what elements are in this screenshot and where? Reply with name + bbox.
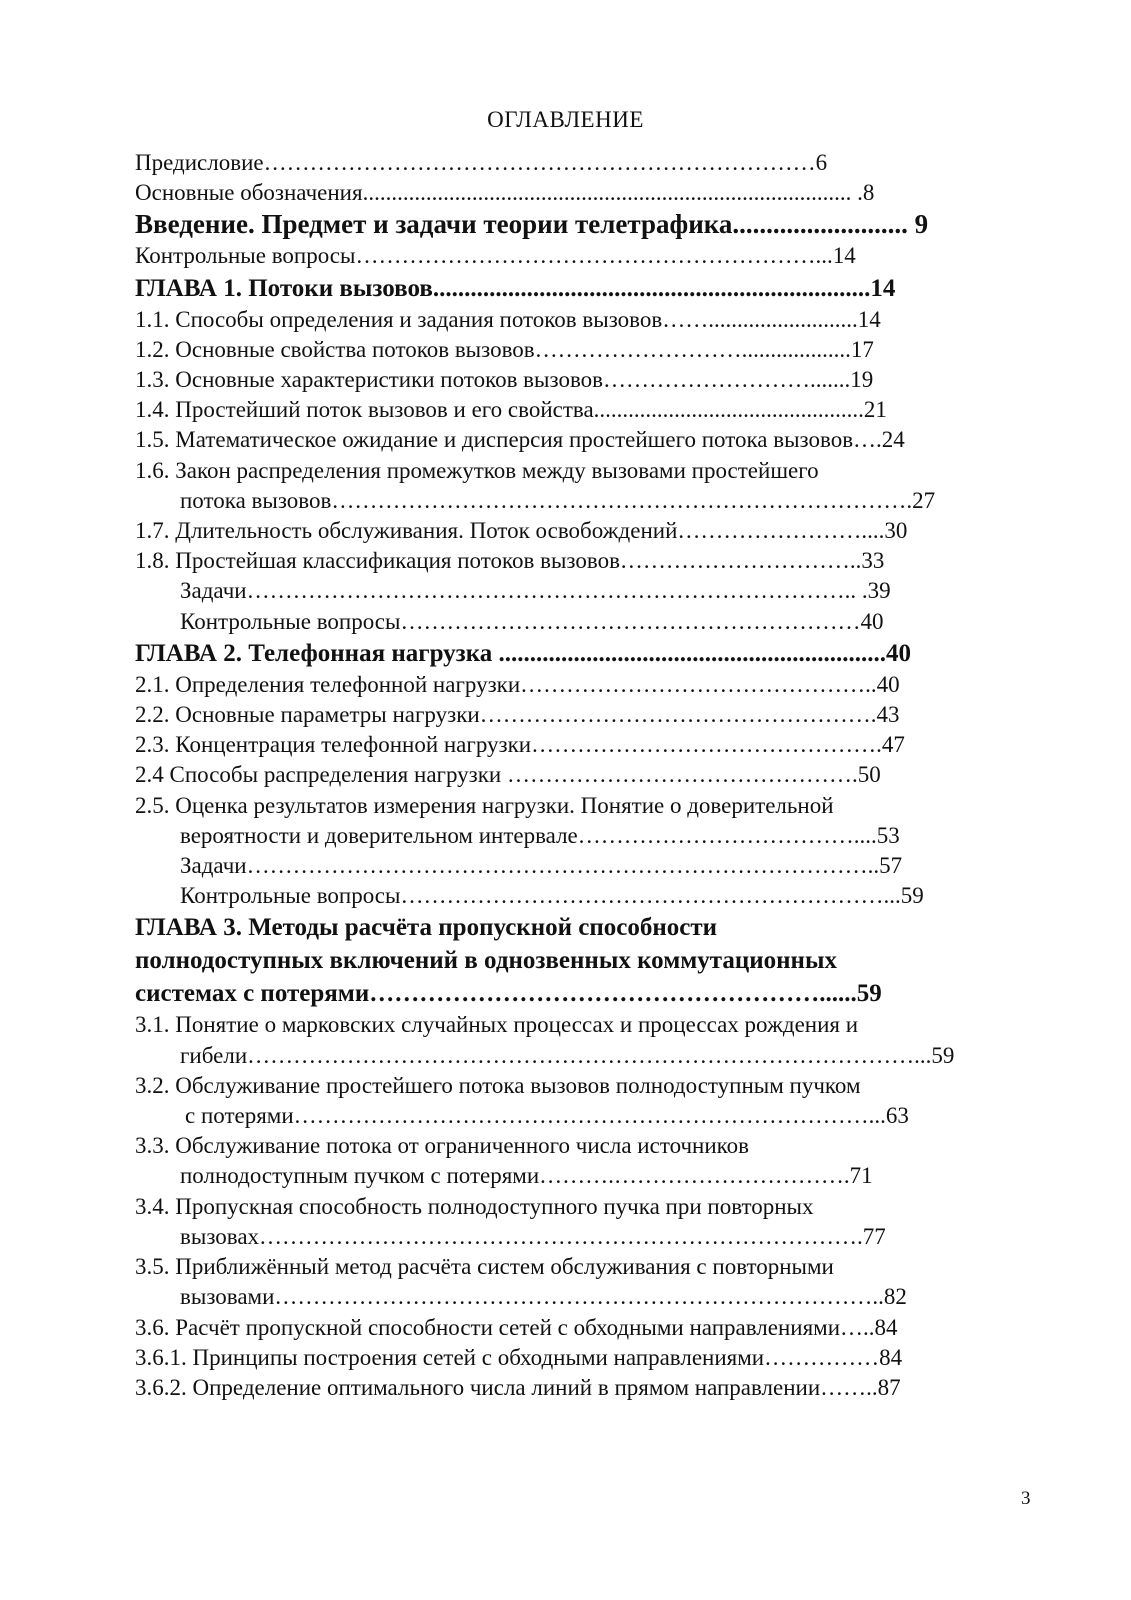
- toc-chapter-heading: системах с потерями………………………………………………......59: [135, 980, 882, 1008]
- toc-entry: 3.5. Приближённый метод расчёта систем обслуживания с повторными: [135, 1254, 834, 1280]
- toc-entry: 1.3. Основные характеристики потоков вызовов……………………….......19: [135, 367, 874, 393]
- toc-entry: 2.1. Определения телефонной нагрузки………………………………………..40: [135, 671, 900, 697]
- page-number: 3: [1021, 1488, 1031, 1509]
- toc-entry: Контрольные вопросы……………………………………………………40: [180, 608, 884, 634]
- toc-entry: Задачи…………………………………………………………………….. .39: [180, 578, 891, 604]
- toc-chapter-heading: ГЛАВА 2. Телефонная нагрузка ..............................................................40: [135, 639, 912, 667]
- toc-entry: вызовах…………………………………………………………………….77: [180, 1223, 886, 1249]
- toc-entry: 1.6. Закон распределения промежутков между вызовами простейшего: [135, 457, 819, 483]
- toc-entry: Задачи………………………………………………………………………..57: [180, 853, 903, 879]
- toc-entry: 2.3. Концентрация телефонной нагрузки……………………………………….47: [135, 732, 905, 758]
- toc-entry: вызовами……………………………………………………………………..82: [180, 1284, 907, 1310]
- toc-entry: 3.6. Расчёт пропускной способности сетей с обходными направлениями…..84: [135, 1314, 898, 1340]
- toc-entry: Контрольные вопросы………………………………………………………...59: [180, 883, 924, 909]
- toc-entry: гибели……………………………………………………………………………...59: [180, 1042, 955, 1068]
- toc-entry: 3.6.1. Принципы построения сетей с обходными направлениями……………84: [135, 1344, 903, 1370]
- toc-entry: Основные обозначения..................................................................................... .8: [135, 180, 875, 206]
- toc-entry: 1.8. Простейшая классификация потоков вызовов…………………………..33: [135, 548, 885, 574]
- toc-entry: 3.2. Обслуживание простейшего потока вызовов полнодоступным пучком: [135, 1072, 861, 1098]
- toc-entry: с потерями…………………………………………………………………...63: [185, 1103, 909, 1129]
- toc-entry: 1.5. Математическое ожидание и дисперсия простейшего потока вызовов….24: [135, 427, 905, 453]
- toc-entry: 1.1. Способы определения и задания потоков вызовов……..........................14: [135, 306, 881, 332]
- toc-chapter-heading: полнодоступных включений в однозвенных коммутационных: [135, 947, 837, 975]
- toc-entry: 2.2. Основные параметры нагрузки…………………………………………….43: [135, 702, 900, 728]
- toc-chapter-heading: Введение. Предмет и задачи теории телетрафика.......................... 9: [135, 209, 929, 240]
- toc-entry: 3.6.2. Определение оптимального числа линий в прямом направлении……..87: [135, 1374, 901, 1400]
- toc-entry: 3.3. Обслуживание потока от ограниченного числа источников: [135, 1133, 750, 1159]
- toc-entry: 1.7. Длительность обслуживания. Поток освобождений……………………....30: [135, 518, 908, 544]
- toc-title: ОГЛАВЛЕНИЕ: [487, 107, 644, 132]
- toc-chapter-heading: ГЛАВА 1. Потоки вызовов......................................................................14: [135, 274, 896, 302]
- toc-entry: Предисловие………………………………………………………………6: [135, 150, 828, 175]
- toc-entry: вероятности и доверительном интервале………………………………....53: [180, 822, 900, 848]
- toc-entry: Контрольные вопросы……………………………………………………...14: [135, 243, 856, 269]
- toc-chapter-heading: ГЛАВА 3. Методы расчёта пропускной способности: [135, 914, 718, 942]
- toc-entry: полнодоступным пучком с потерями……….………………………….71: [180, 1163, 873, 1189]
- toc-entry: 2.5. Оценка результатов измерения нагрузки. Понятие о доверительной: [135, 792, 834, 818]
- toc-entry: 3.4. Пропускная способность полнодоступного пучка при повторных: [135, 1193, 814, 1219]
- toc-entry: 1.4. Простейший поток вызовов и его свойства...............................................21: [135, 397, 887, 423]
- toc-entry: 2.4 Способы распределения нагрузки ……………………………………….50: [135, 762, 881, 788]
- toc-entry: потока вызовов………………………………………………………………….27: [180, 487, 936, 513]
- toc-entry: 1.2. Основные свойства потоков вызовов………………………...................17: [135, 336, 874, 362]
- table-of-contents: [135, 148, 1015, 1403]
- toc-entry: 3.1. Понятие о марковских случайных процессах и процессах рождения и: [135, 1012, 859, 1038]
